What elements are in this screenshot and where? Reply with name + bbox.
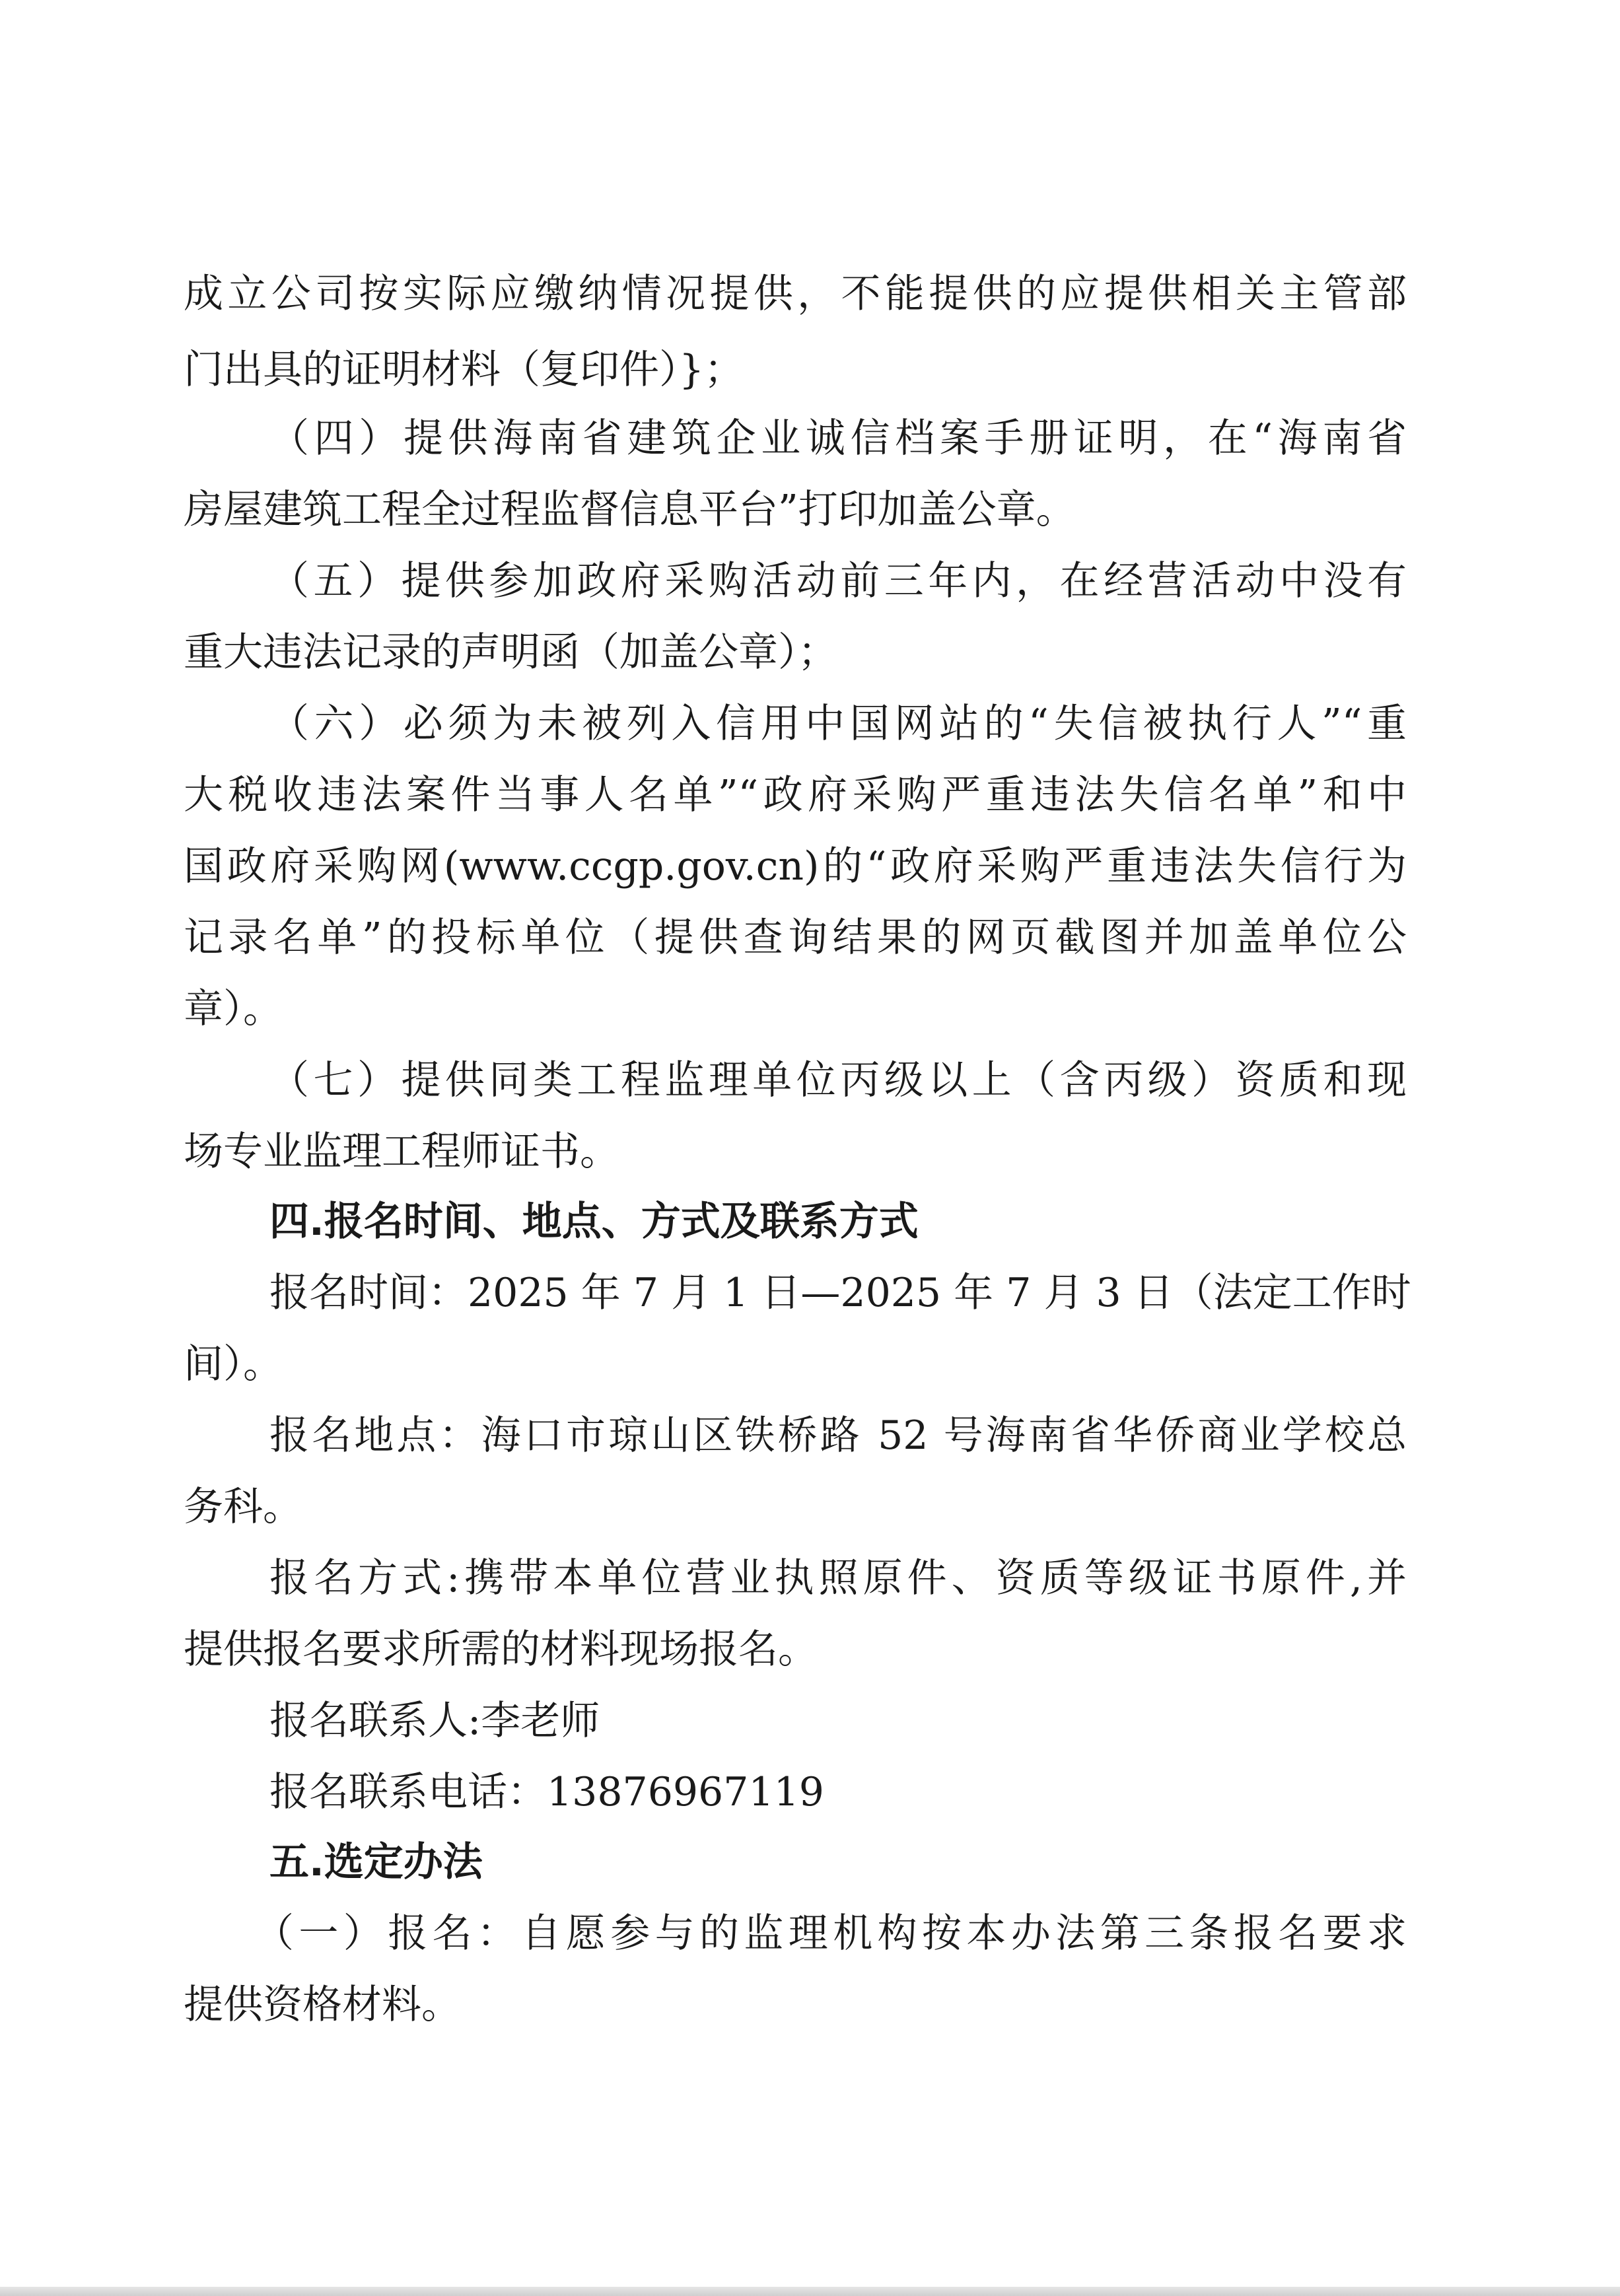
registration-place-line-2: 务科。 — [184, 1484, 302, 1530]
clause-4-line-2: 房屋建筑工程全过程监督信息平台”打印加盖公章。 — [184, 487, 1076, 533]
clause-5-line-1: （五）提供参加政府采购活动前三年内，在经营活动中没有 — [269, 558, 1407, 604]
registration-phone: 报名联系电话：13876967119 — [269, 1769, 824, 1815]
clause-7-line-2: 场专业监理工程师证书。 — [184, 1129, 619, 1175]
clause-5-line-2: 重大违法记录的声明函（加盖公章）； — [184, 629, 837, 676]
clause-6-line-5: 章）。 — [184, 986, 283, 1032]
registration-place-line-1: 报名地点：海口市琼山区铁桥路 52 号海南省华侨商业学校总 — [269, 1412, 1407, 1459]
section-4-heading: 四.报名时间、地点、方式及联系方式 — [269, 1199, 919, 1245]
body-line: 成立公司按实际应缴纳情况提供，不能提供的应提供相关主管部 — [184, 271, 1407, 317]
clause-6-line-3: 国政府采购网(www.ccgp.gov.cn)的“政府采购严重违法失信行为 — [184, 843, 1407, 889]
section-5-heading: 五.选定办法 — [269, 1839, 483, 1885]
registration-method-line-1: 报名方式:携带本单位营业执照原件、资质等级证书原件,并 — [269, 1555, 1407, 1601]
clause-4-line-1: （四）提供海南省建筑企业诚信档案手册证明，在“海南省 — [269, 415, 1407, 462]
body-line: 门出具的证明材料（复印件）}； — [184, 347, 744, 393]
registration-time-line-2: 间）。 — [184, 1341, 283, 1387]
selection-clause-1-line-1: （一）报名：自愿参与的监理机构按本办法第三条报名要求 — [254, 1910, 1407, 1957]
clause-7-line-1: （七）提供同类工程监理单位丙级以上（含丙级）资质和现 — [269, 1057, 1407, 1103]
clause-6-line-4: 记录名单”的投标单位（提供查询结果的网页截图并加盖单位公 — [184, 915, 1407, 961]
registration-time-line-1: 报名时间：2025 年 7 月 1 日—2025 年 7 月 3 日（法定工作时 — [269, 1270, 1411, 1316]
selection-clause-1-line-2: 提供资格材料。 — [184, 1982, 461, 2028]
registration-contact: 报名联系人:李老师 — [269, 1698, 600, 1744]
clause-6-line-1: （六）必须为未被列入信用中国网站的“失信被执行人”“重 — [269, 701, 1407, 747]
clause-6-line-2: 大税收违法案件当事人名单”“政府采购严重违法失信名单”和中 — [184, 772, 1407, 818]
registration-method-line-2: 提供报名要求所需的材料现场报名。 — [184, 1626, 818, 1673]
scan-bottom-edge — [0, 2287, 1620, 2296]
